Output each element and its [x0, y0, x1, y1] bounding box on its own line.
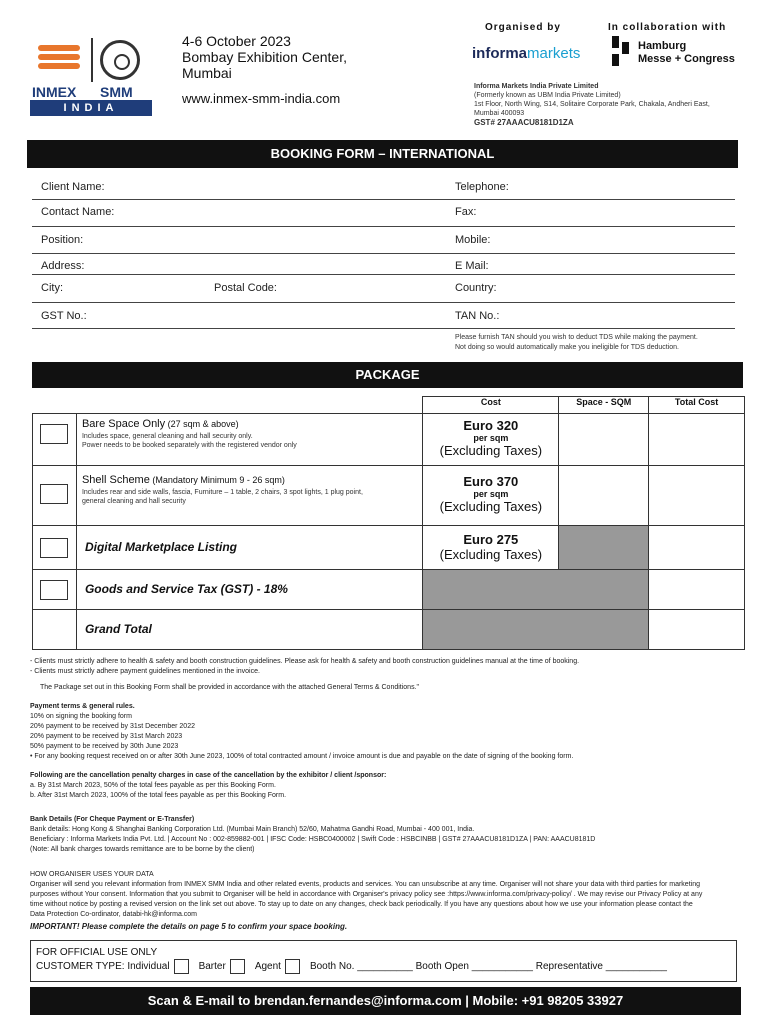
divider [32, 328, 735, 329]
guidelines-notes: - Clients must strictly adhere to health & safety and booth construction guidelines. Please ask for health & safety and booth construction guidelines manual at the time of booking. - Clients must strictly adhere payment guidelines mentioned in the invoice. The Package set out in this Booking Form shall be provided in accordance with the attached General Terms & Conditions." [30, 658, 580, 691]
hamburg-messe-logo: Hamburg Messe + Congress [638, 40, 735, 65]
gst-no-field[interactable]: GST No.: [41, 310, 87, 322]
divider [32, 226, 735, 227]
organiser-address: Informa Markets India Private Limited (Formerly known as UBM India Private Limited) 1st Floor, North Wing, S14, Solitaire Corporate Park, Chakala, Andheri East, Mumbai 400093 GST# 27AAACU8181D1ZA [474, 83, 710, 127]
event-city: Mumbai [182, 65, 232, 81]
event-info [182, 33, 347, 81]
greyed-cell [559, 526, 649, 570]
customer-type-label: CUSTOMER TYPE: Individual [36, 961, 170, 973]
digital-listing-checkbox[interactable] [40, 538, 68, 558]
important-note: IMPORTANT! Please complete the details on page 5 to confirm your space booking. [30, 922, 348, 931]
grand-total-title: Grand Total [84, 622, 152, 636]
email-field[interactable]: E Mail: [455, 260, 489, 272]
cost-header: Cost [423, 397, 559, 414]
mobile-field[interactable]: Mobile: [455, 234, 491, 246]
individual-checkbox[interactable] [174, 959, 189, 974]
gst-checkbox[interactable] [40, 580, 68, 600]
table-row [33, 570, 745, 610]
space-sqm-header: Space - SQM [559, 397, 649, 414]
agent-checkbox[interactable] [285, 959, 300, 974]
client-name-field[interactable]: Client Name: [41, 181, 105, 193]
grand-total-cell[interactable] [649, 610, 745, 650]
official-use-box: FOR OFFICIAL USE ONLY CUSTOMER TYPE: Individual Barter Agent Booth No. __________ Booth Open ___________ Representative ___________ [30, 940, 737, 982]
organised-by-label: Organised by [485, 22, 561, 33]
gst-title: Goods and Service Tax (GST) - 18% [84, 582, 288, 596]
postal-code-field[interactable]: Postal Code: [214, 282, 277, 294]
compass-gear-icon [100, 40, 140, 80]
payment-terms: Payment terms & general rules. 10% on signing the booking form 20% payment to be received by 31st December 2022 20% payment to be received by 31st March 2023 50% payment to be received by 30th June 2023 • For any booking request received on or after 30th June 2023, 100% of total contracted amount / invoice amount is due and payable on the date of signing of the booking form. [30, 703, 574, 760]
digital-listing-total-cell[interactable] [649, 526, 745, 570]
shell-scheme-title: Shell Scheme [81, 474, 150, 486]
divider [32, 302, 735, 303]
event-venue: Bombay Exhibition Center, [182, 49, 347, 65]
bank-details: Bank Details (For Cheque Payment or E-Transfer) Bank details: Hong Kong & Shanghai Banking Corporation Ltd. (Mumbai Main Branch) 52/60, Mahatma Gandhi Road, Mumbai - 400 001, India. Beneficiary : Informa Markets India Pvt. Ltd. | Account No : 002-859882-001 | IFSC Code: HSBC0400002 | Swift Code : HSBCINBB | GST# 27AAACU8181D1ZA | PAN: AAACU8181D (Note: All bank charges towards remittance are to be borne by the client) [30, 816, 596, 853]
telephone-field[interactable]: Telephone: [455, 181, 509, 193]
table-row: Shell Scheme (Mandatory Minimum 9 - 26 sqm) Includes rear and side walls, fascia, Furniture – 1 table, 2 chairs, 3 spot lights, 1 plug point, general cleaning and hall security Euro 370 per sqm (Excluding Taxes) [33, 466, 745, 526]
shell-scheme-sqm-cell[interactable] [559, 466, 649, 526]
table-row [33, 610, 745, 650]
table-row: Bare Space Only (27 sqm & above) Includes space, general cleaning and hall security only. Power needs to be booked separately with the registered vendor only Euro 320 per sqm (Excluding Taxes) [33, 414, 745, 466]
greyed-cell [423, 610, 649, 650]
address-field[interactable]: Address: [41, 260, 85, 272]
smm-logo-text: SMM [100, 84, 133, 100]
barter-checkbox[interactable] [230, 959, 245, 974]
shell-scheme-total-cell[interactable] [649, 466, 745, 526]
tan-no-field[interactable]: TAN No.: [455, 310, 500, 322]
bare-space-total-cell[interactable] [649, 414, 745, 466]
digital-listing-price: Euro 275 (Excluding Taxes) [423, 526, 559, 570]
table-row [33, 526, 745, 570]
event-dates: 4-6 October 2023 [182, 33, 291, 49]
collaboration-label: In collaboration with [608, 22, 727, 33]
footer-contact-bar: Scan & E-mail to brendan.fernandes@informa.com | Mobile: +91 98205 33927 [30, 987, 741, 1015]
india-logo-bar: INDIA [30, 100, 152, 116]
shell-scheme-checkbox[interactable] [40, 484, 68, 504]
official-use-label: FOR OFFICIAL USE ONLY [36, 947, 158, 958]
greyed-cell [423, 570, 649, 610]
bare-space-title: Bare Space Only [81, 418, 166, 430]
package-table [32, 396, 745, 650]
event-website[interactable]: www.inmex-smm-india.com [182, 91, 341, 106]
shell-scheme-price: Euro 370 per sqm (Excluding Taxes) [423, 466, 559, 526]
representative-field[interactable]: Representative ___________ [535, 961, 667, 973]
total-cost-header: Total Cost [649, 397, 745, 414]
position-field[interactable]: Position: [41, 234, 84, 246]
fax-field[interactable]: Fax: [455, 206, 477, 218]
divider [32, 253, 735, 254]
inmex-logo-text: INMEX [32, 84, 77, 100]
inmex-waves-logo [38, 45, 80, 79]
booth-no-field[interactable]: Booth No. __________ [309, 961, 413, 973]
informa-markets-logo: informamarkets [472, 45, 581, 62]
divider [32, 274, 735, 275]
gst-total-cell[interactable] [649, 570, 745, 610]
booth-open-field[interactable]: Booth Open ___________ [415, 961, 533, 973]
contact-name-field[interactable]: Contact Name: [41, 206, 115, 218]
package-heading: PACKAGE [32, 362, 743, 388]
country-field[interactable]: Country: [455, 282, 497, 294]
logo-divider [91, 38, 93, 82]
data-usage-notice: HOW ORGANISER USES YOUR DATA Organiser will send you relevant information from INMEX SMM India and other related events, products and services. You can unsubscribe at any time. Organiser will not share your data with third parties for marketing purposes without Your consent. Information that you submit to Organiser will be held in accordance with Organiser's privacy policy see :https://www.informa.com/privacy-policy/ . We may revise our Privacy Policy at any time without notice by posting a revised version on the link set out above. To stay up to date on any changes, check back periodically. If you have any questions about how we use your information please contact the Data Protection Co-ordinator, databi-hk@informa.com IMPORTANT! Please complete the details on page 5 to confirm your space booking. [30, 870, 745, 932]
digital-listing-title: Digital Marketplace Listing [84, 540, 238, 554]
booking-form-title: BOOKING FORM – INTERNATIONAL [27, 140, 738, 168]
cancellation-terms: Following are the cancellation penalty charges in case of the cancellation by the exhibitor / client /sponsor: a. By 31st March 2023, 50% of the total fees payable as per this Booking Form. b. After 31st March 2023, 100% of the total fees payable as per this Booking Form. [30, 772, 387, 799]
bare-space-price: Euro 320 per sqm (Excluding Taxes) [423, 414, 559, 466]
tan-note: Please furnish TAN should you wish to deduct TDS while making the payment. Not doing so would automatically make you ineligible for TDS deduction. [455, 334, 698, 351]
divider [32, 199, 735, 200]
bare-space-checkbox[interactable] [40, 424, 68, 444]
bare-space-sqm-cell[interactable] [559, 414, 649, 466]
city-field[interactable]: City: [41, 282, 63, 294]
hamburg-messe-icon [612, 36, 632, 66]
